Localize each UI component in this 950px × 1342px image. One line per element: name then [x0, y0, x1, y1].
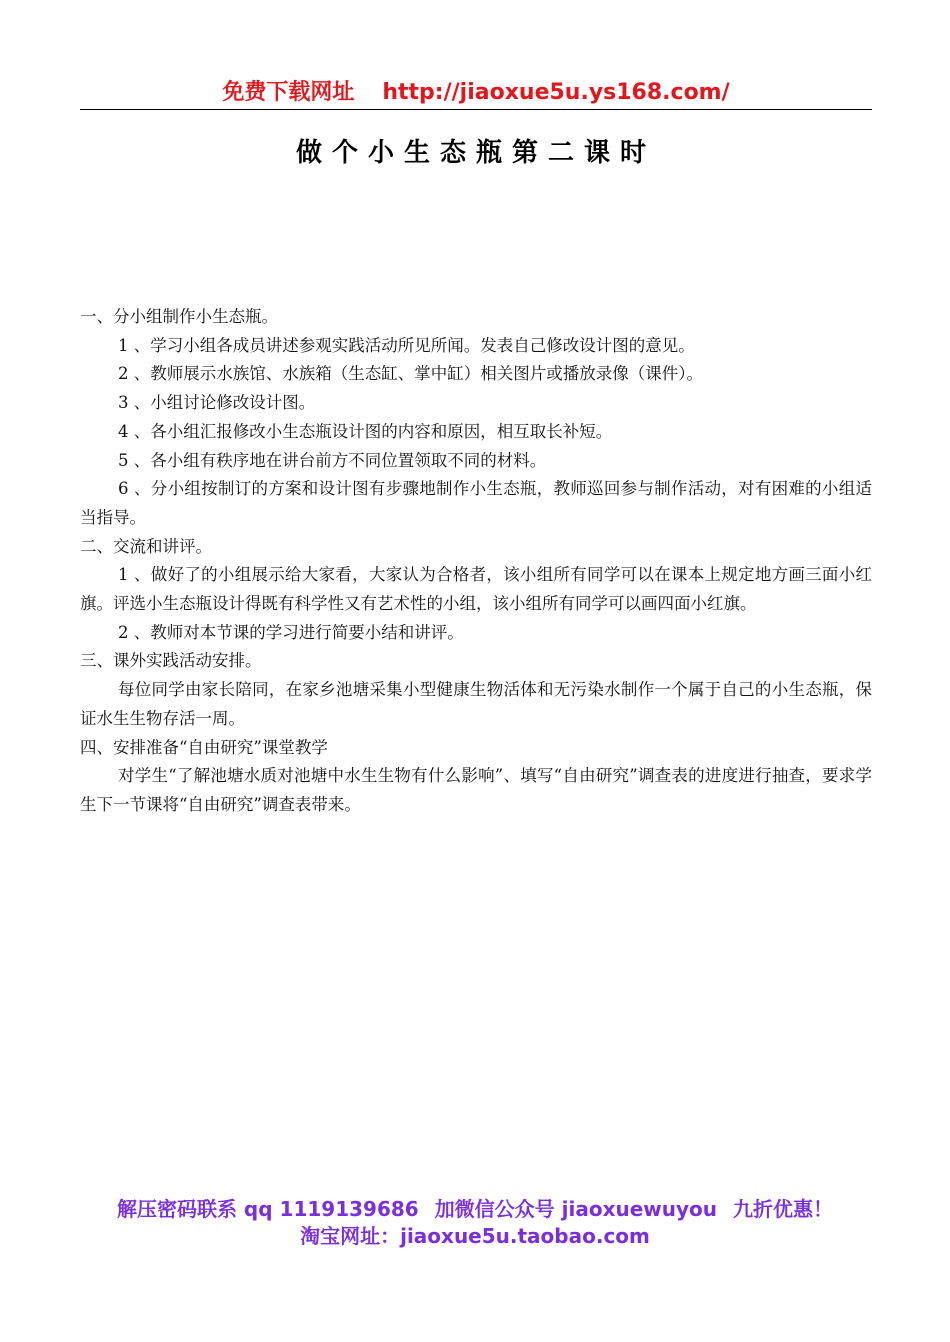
section-heading: 二、交流和讲评。 [80, 536, 212, 556]
paragraph: 对学生“了解池塘水质对池塘中水生生物有什么影响”、填写“自由研究”调查表的进度进行抽查，要求学生下一节课将“自由研究”调查表带来。 [80, 766, 872, 814]
document-body [80, 303, 872, 820]
footer-wechat-text: 加微信公众号 jiaoxuewuyou [434, 1197, 718, 1221]
list-item: 4 、各小组汇报修改小生态瓶设计图的内容和原因，相互取长补短。 [118, 421, 613, 441]
header-url-link[interactable]: http://jiaoxue5u.ys168.com/ [382, 80, 730, 105]
footer-line-1 [0, 1196, 950, 1223]
header-label: 免费下载网址 [222, 80, 355, 105]
page-title: 做个小生态瓶第二课时 [295, 138, 656, 168]
list-item: 2 、教师对本节课的学习进行简要小结和讲评。 [118, 622, 464, 642]
footer-qq-text: 解压密码联系 qq 1119139686 [116, 1197, 419, 1221]
section-heading: 三、课外实践活动安排。 [80, 651, 262, 671]
paragraph: 每位同学由家长陪同，在家乡池塘采集小型健康生物活体和无污染水制作一个属于自己的小生态瓶，保证水生生物存活一周。 [80, 680, 872, 728]
list-item: 6 、分小组按制订的方案和设计图有步骤地制作小生态瓶，教师巡回参与制作活动，对有困难的小组适当指导。 [80, 479, 872, 527]
footer-taobao-link[interactable]: 淘宝网址：jiaoxue5u.taobao.com [300, 1224, 650, 1248]
section-heading: 四、安排准备“自由研究”课堂教学 [80, 737, 328, 757]
list-item: 1 、学习小组各成员讲述参观实践活动所见所闻。发表自己修改设计图的意见。 [118, 335, 695, 355]
footer-discount-text: 九折优惠！ [733, 1197, 834, 1221]
section-heading: 一、分小组制作小生态瓶。 [80, 307, 278, 326]
list-item: 5 、各小组有秩序地在讲台前方不同位置领取不同的材料。 [118, 450, 547, 470]
list-item: 3 、小组讨论修改设计图。 [118, 393, 316, 413]
header-banner [80, 78, 872, 110]
footer-promo [0, 1196, 950, 1250]
list-item: 2 、教师展示水族馆、水族箱（生态缸、掌中缸）相关图片或播放录像（课件）。 [118, 364, 703, 384]
list-item: 1 、做好了的小组展示给大家看，大家认为合格者，该小组所有同学可以在课本上规定地方画三面小红旗。评选小生态瓶设计得既有科学性又有艺术性的小组，该小组所有同学可以画四面小红旗。 [80, 565, 872, 614]
